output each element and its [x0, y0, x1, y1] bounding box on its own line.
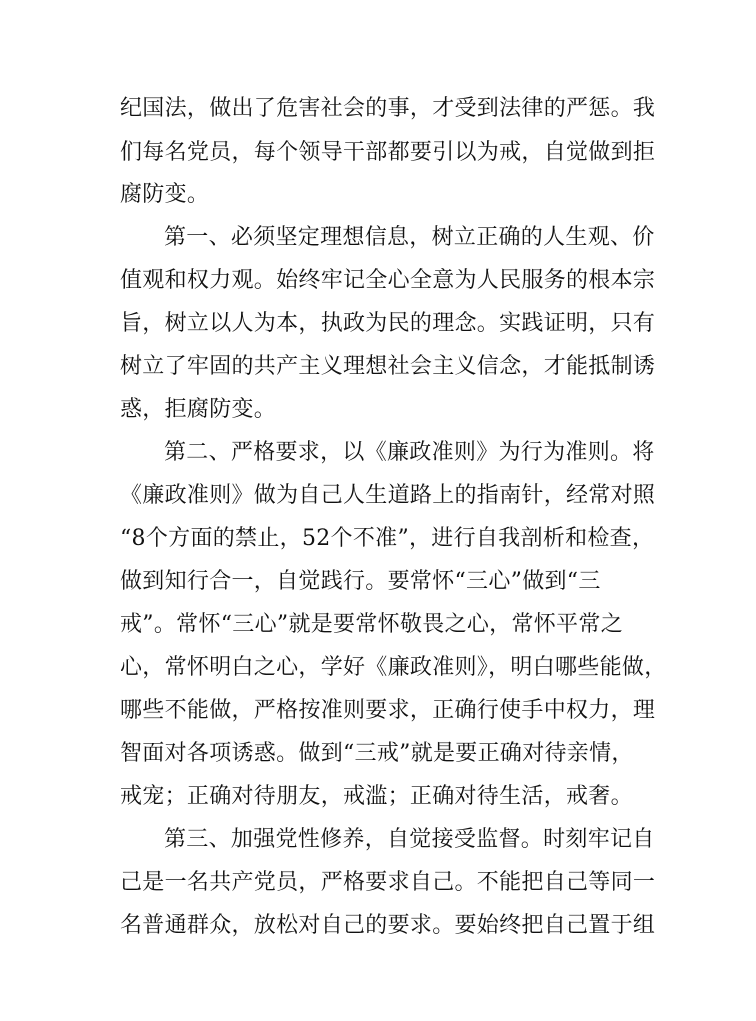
text-line-1: 纪国法，做出了危害社会的事，才受到法律的严惩。我 [120, 96, 656, 121]
paragraph-2-line-4: 做到知行合一，自觉践行。要常怀“三心”做到“三 [120, 569, 601, 594]
paragraph-2-line-1: 第二、严格要求，以《廉政准则》为行为准则。将 [164, 440, 655, 465]
paragraph-2-line-5: 戒”。常怀“三心”就是要常怀敬畏之心，常怀平常之 [120, 612, 623, 637]
paragraph-1-line-1: 第一、必须坚定理想信息，树立正确的人生观、价 [164, 225, 655, 250]
paragraph-3-line-3: 名普通群众，放松对自己的要求。要始终把自己置于组 [120, 913, 656, 938]
paragraph-1-line-3: 旨，树立以人为本，执政为民的理念。实践证明，只有 [120, 311, 656, 336]
paragraph-2-line-6: 心，常怀明白之心，学好《廉政准则》，明白哪些能做， [120, 655, 667, 680]
paragraph-2-line-2: 《廉政准则》做为自己人生道路上的指南针，经常对照 [120, 483, 656, 508]
paragraph-2-line-3: “8个方面的禁止，52个不准”，进行自我剖析和检查， [120, 526, 655, 551]
text-line-2: 们每名党员，每个领导干部都要引以为戒，自觉做到拒 [120, 140, 656, 165]
paragraph-3-line-2: 己是一名共产党员，严格要求自己。不能把自己等同一 [120, 870, 656, 895]
paragraph-2-line-7: 哪些不能做，严格按准则要求，正确行使手中权力，理 [120, 698, 656, 723]
paragraph-2-line-8: 智面对各项诱惑。做到“三戒”就是要正确对待亲情， [120, 741, 634, 766]
paragraph-3-line-1: 第三、加强党性修养，自觉接受监督。时刻牢记自 [164, 827, 655, 852]
text-line-3: 腐防变。 [120, 182, 210, 207]
paragraph-1-line-5: 惑，拒腐防变。 [120, 397, 277, 422]
paragraph-1-line-4: 树立了牢固的共产主义理想社会主义信念，才能抵制诱 [120, 354, 656, 379]
paragraph-1-line-2: 值观和权力观。始终牢记全心全意为人民服务的根本宗 [120, 268, 656, 293]
paragraph-2-line-9: 戒宠；正确对待朋友，戒滥；正确对待生活，戒奢。 [120, 784, 633, 809]
